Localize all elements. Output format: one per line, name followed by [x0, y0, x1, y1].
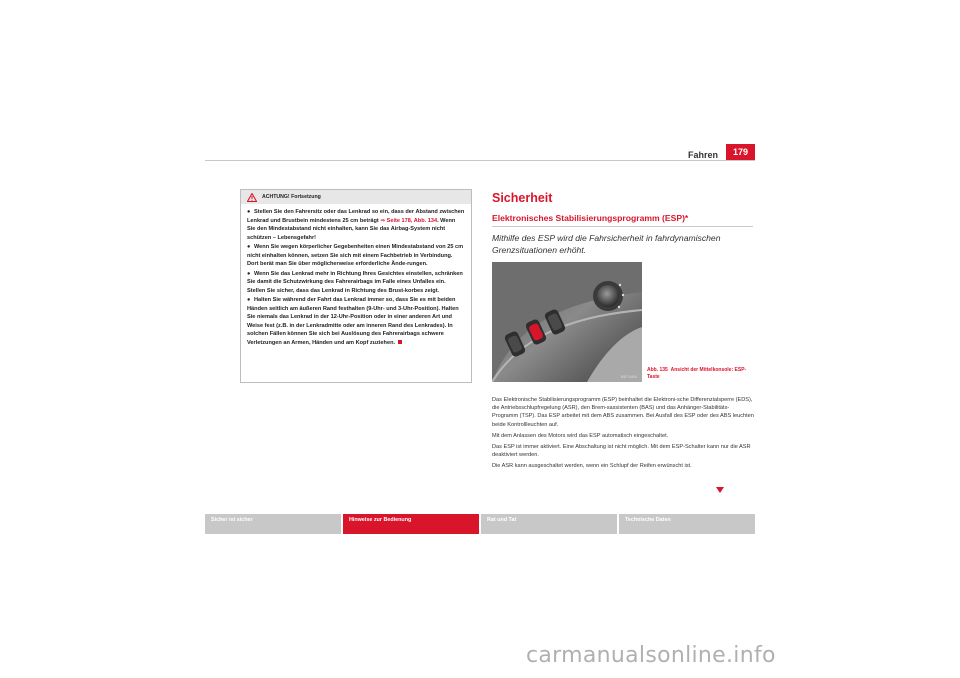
warning-item	[247, 243, 465, 269]
figure-code: B5P-0406	[621, 375, 637, 379]
page-reference-link[interactable]: ⇒ Seite 178, Abb. 134	[380, 217, 438, 224]
bullet-icon: ●	[247, 297, 251, 303]
warning-triangle-icon	[247, 193, 257, 202]
warning-text: Halten Sie während der Fahrt das Lenkrad immer so, dass Sie es mit beiden Händen seitlich am äußeren Rand festhalten (9-Uhr- und 3-Uhr-Position). Halten Sie niemals das Lenkrad in der 12-Uhr-Position oder in einer anderen Art und Weise fest (z.B. in der Lenkradmitte oder am inneren Rand des Lenkrades). In solchen Fällen können Sie sich bei Auslösung des Fahrerairbags schwere Verletzungen an Armen, Händen und am Kopf zuziehen.	[247, 297, 459, 346]
warning-text: Wenn Sie wegen körperlicher Gegebenheiten einen Mindestabstand von 25 cm nicht einhalten können, setzen Sie sich mit einem Fachbetrieb in Verbindung. Dort berät man Sie über möglicherweise erforderliche Ände-rungen.	[247, 244, 464, 267]
lead-text: Mithilfe des ESP wird die Fahrsicherheit in fahrdynamischen Grenzsituationen erhöht.	[492, 233, 721, 255]
page-number: 179	[726, 144, 755, 161]
warning-text: Stellen Sie den Fahrersitz oder das Lenkrad so ein, dass der Abstand zwischen Lenkrad und Brustbein mindestens 25 cm beträgt	[247, 209, 465, 224]
warning-item	[247, 270, 465, 296]
paragraph: Die ASR kann ausgeschaltet werden, wenn ein Schlupf der Reifen erwünscht ist.	[492, 463, 692, 470]
warning-header	[241, 190, 471, 204]
warning-text: . Wenn Sie den Mindestabstand nicht einhalten, kann Sie das Airbag-System nicht schützen – Lebensgefahr!	[247, 217, 456, 241]
warning-box	[240, 189, 472, 383]
footer-navigation	[205, 514, 755, 534]
end-mark-icon	[398, 340, 402, 344]
bullet-icon: ●	[247, 270, 251, 277]
warning-text: Wenn Sie das Lenkrad mehr in Richtung Ihres Gesichtes einstellen, schränken Sie damit die Schutzwirkung des Fahrerairbags im Falle eines Unfalles ein. Stellen Sie sicher, dass das Lenkrad in Richtung des Brust-korbes zeigt.	[247, 270, 463, 294]
paragraph: Mit dem Anlassen des Motors wird das ESP automatisch eingeschaltet.	[492, 432, 669, 439]
paragraph: Das Elektronische Stabilisierungsprogramm (ESP) beinhaltet die Elektroni-sche Differenzialsperre (EDS), die Antriebsschlupfregelung (ASR), den Brem-sassistenten (BAS) und das Anhänger-Stabilitäts-Programm (TSP). Das ESP arbeitet mit dem ABS zusammen. Bei Ausfall des ESP oder des ABS leuchten beide Kontrollleuchten auf.	[492, 397, 754, 428]
esp-button-figure	[492, 262, 642, 382]
header-divider	[205, 160, 755, 161]
subsection-title: Elektronisches Stabilisierungsprogramm (ESP)*	[492, 213, 753, 227]
warning-item	[247, 296, 465, 347]
caption-text: Ansicht der Mittelkonsole: ESP-Taste	[647, 367, 747, 380]
warning-item	[247, 208, 465, 242]
warning-title: ACHTUNG! Fortsetzung	[262, 194, 321, 200]
bullet-icon: ●	[247, 209, 251, 215]
chapter-title: Fahren	[687, 150, 718, 160]
figure-caption	[647, 367, 747, 380]
bullet-icon: ●	[247, 244, 251, 250]
tab-sicher-ist-sicher[interactable]: Sicher ist sicher	[205, 514, 341, 534]
body-text	[492, 396, 754, 474]
tab-hinweise-zur-bedienung[interactable]: Hinweise zur Bedienung	[343, 514, 479, 534]
caption-label: Abb. 135	[647, 367, 668, 373]
warning-body	[241, 204, 471, 347]
paragraph: Das ESP ist immer aktiviert. Eine Abschaltung ist nicht möglich. Mit dem ESP-Schalter kann nur die ASR deaktiviert werden.	[492, 444, 751, 459]
section-title: Sicherheit	[492, 191, 553, 205]
continue-arrow-icon[interactable]	[716, 487, 724, 493]
tab-rat-und-tat[interactable]: Rat und Tat	[481, 514, 617, 534]
watermark: carmanualsonline.info	[526, 643, 776, 668]
tab-technische-daten[interactable]: Technische Daten	[619, 514, 755, 534]
